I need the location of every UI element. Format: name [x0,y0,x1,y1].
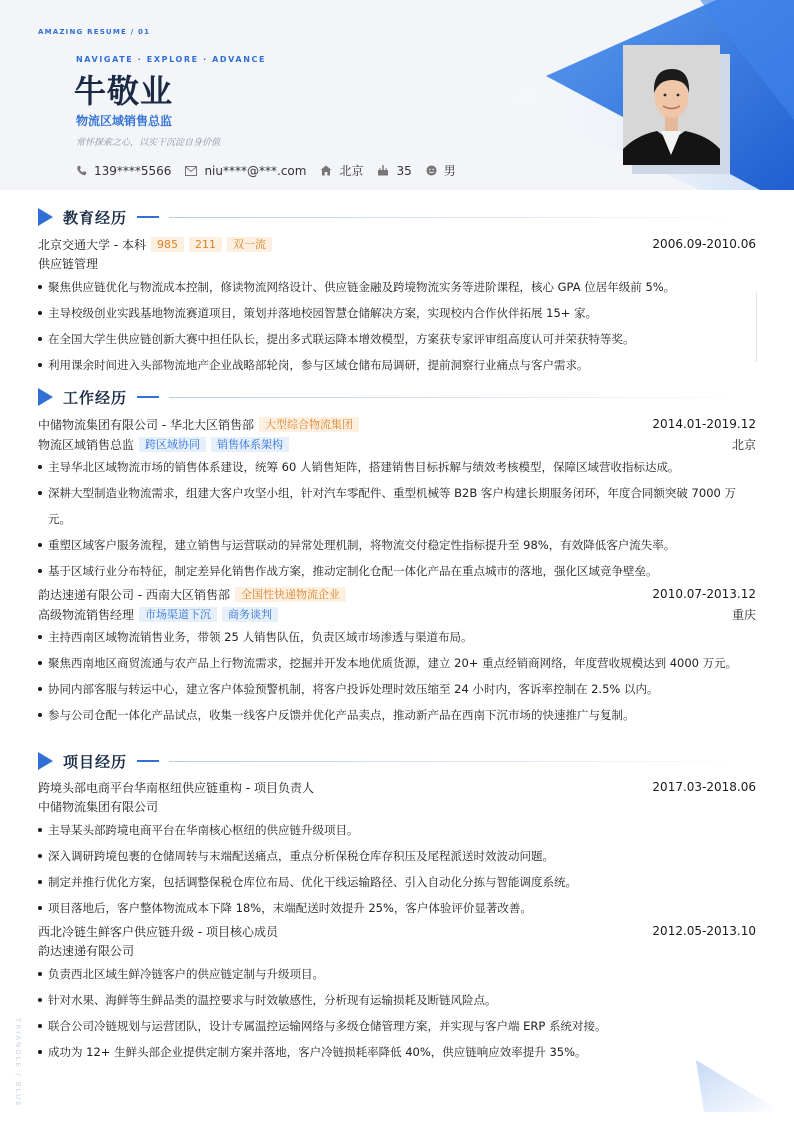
section-dash [137,216,159,218]
list-item: 成功为 12+ 生鲜头部企业提供定制方案并落地，客户冷链损耗率降低 40%，供应链响应效率提升 35%。 [38,1039,756,1065]
project-bullets [38,817,756,921]
job-date: 2010.07-2013.12 [652,587,756,601]
phone-icon [76,165,87,176]
list-item: 主持西南区域物流销售业务，带领 25 人销售队伍，负责区域市场渗透与渠道布局。 [38,624,756,650]
projects-header [38,750,756,772]
list-item: 深入调研跨境包裹的仓储周转与末端配送痛点，重点分析保税仓库存积压及尾程派送时效波动问题。 [38,843,756,869]
list-item: 利用课余时间进入头部物流地产企业战略部轮岗，参与区域仓储布局调研，提前洞察行业痛点与客户需求。 [38,352,756,378]
smiley-icon [426,165,437,176]
role-tag: 销售体系架构 [211,437,289,452]
gender-text: 男 [443,164,456,178]
project-date: 2017.03-2018.06 [652,780,756,794]
cake-icon [377,165,389,176]
email-icon [185,166,197,176]
list-item: 在全国大学生供应链创新大赛中担任队长，提出多式联运降本增效模型，方案获专家评审组高度认可并荣获特等奖。 [38,326,756,352]
job-role: 高级物流销售经理 [38,607,135,622]
city-text: 北京 [339,164,364,178]
list-item: 联合公司冷链规划与运营团队，设计专属温控运输网络与多级仓储管理方案，并实现与客户端 ERP 系统对接。 [38,1013,756,1039]
school-name: 北京交通大学 - 本科 [38,237,146,252]
profile-photo [623,45,720,165]
resume-header [0,0,794,190]
job-date: 2014.01-2019.12 [652,417,756,431]
section-title: 教育经历 [63,208,128,227]
job-location: 重庆 [731,607,756,622]
work-section [38,386,756,728]
phone-text: 139****5566 [94,163,172,178]
age-text: 35 [396,163,412,178]
section-triangle-icon [38,208,53,226]
section-triangle-icon [38,752,53,770]
project-name: 西北冷链生鲜客户供应链升级 - 项目核心成员 [38,924,278,939]
work-header [38,386,756,408]
section-title: 工作经历 [63,388,128,407]
list-item: 主导某头部跨境电商平台在华南核心枢纽的供应链升级项目。 [38,817,756,843]
role-tag: 商务谈判 [222,607,278,622]
list-item: 主导校级创业实践基地物流赛道项目，策划并落地校园智慧仓储解决方案，实现校内合作伙伴拓展 15+ 家。 [38,300,756,326]
list-item: 项目落地后，客户整体物流成本下降 18%，末端配送时效提升 25%，客户体验评价显著改善。 [38,895,756,921]
section-divider [169,761,756,762]
project-entry-header [38,777,756,797]
project-bullets [38,961,756,1065]
section-dash [137,760,159,762]
contact-phone [76,164,171,178]
section-dash [137,396,159,398]
list-item: 负责西北区域生鲜冷链客户的供应链定制与升级项目。 [38,961,756,987]
projects-section [38,750,756,1065]
project-name: 跨境头部电商平台华南枢纽供应链重构 - 项目负责人 [38,780,314,795]
project-date: 2012.05-2013.10 [652,924,756,938]
decorative-line [756,292,757,362]
contact-gender [426,162,456,179]
job-entry-header [38,414,756,434]
list-item: 参与公司仓配一体化产品试点，收集一线客户反馈并优化产品卖点，推动新产品在西南下沉市场的快速推广与复制。 [38,702,756,728]
contact-info [76,162,470,179]
education-section [38,206,756,378]
candidate-motto: 常怀探索之心，以实干沉淀自身价值 [76,138,221,148]
education-bullets [38,274,756,378]
resume-label: AMAZING RESUME / 01 [38,28,151,36]
list-item: 主导华北区域物流市场的销售体系建设，统筹 60 人销售矩阵，搭建销售目标拆解与绩效考核模型，保障区域营收指标达成。 [38,454,756,480]
job-role-row [38,434,756,454]
list-item: 制定并推行优化方案，包括调整保税仓库位布局、优化干线运输路径、引入自动化分拣与智能调度系统。 [38,869,756,895]
company-name: 韵达速递有限公司 - 西南大区销售部 [38,587,230,602]
home-icon [320,165,332,176]
email-text: niu****@***.com [204,163,307,178]
school-tag: 985 [151,237,184,252]
job-role-row [38,604,756,624]
section-divider [169,217,756,218]
education-date: 2006.09-2010.06 [652,237,756,251]
list-item: 协同内部客服与转运中心，建立客户体验预警机制，将客户投诉处理时效压缩至 24 小时内，客诉率控制在 2.5% 以内。 [38,676,756,702]
contact-age [377,164,411,178]
company-name: 中储物流集团有限公司 - 华北大区销售部 [38,417,254,432]
portrait-image [623,45,720,165]
school-tag: 211 [189,237,222,252]
role-tag: 跨区域协同 [139,437,206,452]
section-divider [169,397,756,398]
project-entry-header [38,921,756,941]
education-entry-header [38,234,756,254]
section-title: 项目经历 [63,752,128,771]
school-tag: 双一流 [227,237,272,252]
job-bullets [38,624,756,728]
header-slogan: NAVIGATE · EXPLORE · ADVANCE [76,55,267,64]
candidate-title: 物流区域销售总监 [76,114,173,128]
footer-triangle-decoration [690,1060,794,1123]
company-tag: 大型综合物流集团 [259,417,359,432]
list-item: 重塑区域客户服务流程，建立销售与运营联动的异常处理机制，将物流交付稳定性指标提升至 98%，有效降低客户流失率。 [38,532,756,558]
project-org: 中储物流集团有限公司 [38,800,159,814]
section-triangle-icon [38,388,53,406]
job-location: 北京 [731,437,756,452]
side-label: TRIANGLE / BLUE [14,1018,22,1108]
job-bullets [38,454,756,584]
job-role: 物流区域销售总监 [38,437,135,452]
contact-city [320,162,363,179]
company-tag: 全国性快递物流企业 [235,587,346,602]
list-item: 基于区域行业分布特征，制定差异化销售作战方案，推动定制化仓配一体化产品在重点城市的落地，强化区域竞争壁垒。 [38,558,756,584]
project-org: 韵达速递有限公司 [38,944,135,958]
job-entry-header [38,584,756,604]
contact-email [185,164,306,178]
candidate-name: 牛敬业 [74,72,174,110]
list-item: 聚焦西南地区商贸流通与农产品上行物流需求，挖掘并开发本地优质货源，建立 20+ 重点经销商网络，年度营收规模达到 4000 万元。 [38,650,756,676]
list-item: 深耕大型制造业物流需求，组建大客户攻坚小组，针对汽车零配件、重型机械等 B2B 客户构建长期服务闭环，年度合同额突破 7000 万元。 [38,480,756,532]
list-item: 针对水果、海鲜等生鲜品类的温控要求与时效敏感性，分析现有运输损耗及断链风险点。 [38,987,756,1013]
major: 供应链管理 [38,257,99,271]
role-tag: 市场渠道下沉 [139,607,217,622]
education-header [38,206,756,228]
list-item: 聚焦供应链优化与物流成本控制，修读物流网络设计、供应链金融及跨境物流实务等进阶课程，核心 GPA 位居年级前 5%。 [38,274,756,300]
